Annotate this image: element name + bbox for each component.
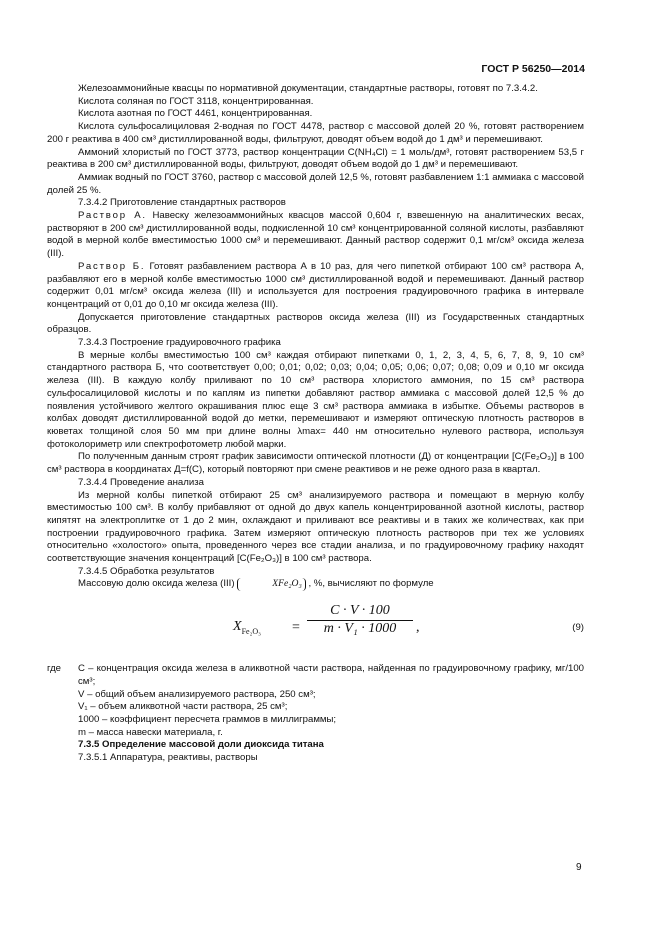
formula-denominator: m · V₁ · 1000: [323, 620, 397, 636]
where-label: где: [47, 663, 62, 675]
formula-lhs-symbol: X: [233, 619, 242, 635]
formula-number: (9): [572, 622, 584, 634]
paragraph-solution-b: [47, 261, 584, 312]
where-item: m – масса навески материала, г.: [78, 726, 223, 738]
document-body: [47, 83, 584, 765]
paragraph: Кислота соляная по ГОСТ 3118, концентрированная.: [78, 95, 314, 107]
paragraph: Кислота азотная по ГОСТ 4461, концентрированная.: [78, 108, 313, 120]
formula-comma: ,: [416, 620, 420, 636]
paragraph: В мерные колбы вместимостью 100 см³ каждая отбирают пипетками 0, 1, 2, 3, 4, 5, 6, 7, 8, 9, 10 см³ стандартного раствора Б, что соответствует 0,00; 0,01; 0,02; 0,03; 0,04; 0,05; 0,06; 0,07; 0,08; 0,09 и 0,10 мг оксида железа (III). В каждую колбу приливают по 10 см³ раствора хлористого аммония, по 15 см³ раствора сульфосалициловой кислоты и по каплям из пипетки добавляют раствор аммиака с массовой долей 12,5 % до появления устойчивого желтого окрашивания плюс еще 3 см³ раствора аммиака в избытке. Объемы растворов в колбах доводят дистиллированной водой до метки, перемешивают и измеряют оптическую плотность растворов в кюветах толщиной слоя 50 мм при длине волны λmax= 440 нм относительно нулевого раствора, используя фотоколориметр или спектрофотометр любой марки.: [47, 349, 584, 450]
subsection-heading: 7.3.4.4 Проведение анализа: [78, 476, 204, 488]
paragraph: Кислота сульфосалициловая 2-водная по ГОСТ 4478, раствор с массовой долей 20 %, готовят растворением 200 г реактива в 400 см³ дистиллированной воды, фильтруют, доводят объем водой до 1 дм³ и перемешивают.: [47, 121, 584, 145]
formula: [47, 597, 584, 663]
subsection-heading: 7.3.4.3 Построение градуировочного графика: [78, 337, 281, 349]
paragraph-solution-a: [47, 210, 584, 261]
paragraph: Аммоний хлористый по ГОСТ 3773, раствор концентрации C(NH₄Cl) = 1 моль/дм³, готовят растворением 53,5 г реактива в 200 см³ дистиллированной воды, фильтруют, доводят объем водой до 1 дм³ и перемешивают.: [47, 146, 584, 171]
document-header: ГОСТ Р 56250—2014: [481, 63, 585, 75]
formula-fraction: [307, 605, 413, 635]
solution-b-label: Раствор Б.: [78, 260, 146, 272]
paragraph: Аммиак водный по ГОСТ 3760, раствор с массовой долей 12,5 %, готовят разбавлением 1:1 аммиака с массовой долей 25 %.: [47, 171, 584, 196]
paragraph: Железоаммонийные квасцы по нормативной документации, стандартные растворы, готовят по 7.3.4.2.: [78, 83, 538, 94]
section-title: 7.3.5 Определение массовой доли диоксида титана: [78, 739, 324, 751]
formula-equals: =: [292, 620, 300, 636]
formula-numerator: C · V · 100: [307, 605, 413, 621]
solution-a-label: Раствор А.: [78, 210, 147, 222]
paragraph: По полученным данным строят график зависимости оптической плотности (Д) от концентрации [C(Fe₂O₃)] в 100 см³ раствора в координатах Д=f(C), который повторяют при смене реактивов и не реже одного раза в квартал.: [47, 451, 584, 476]
mass-fraction-after: , %, вычисляют по формуле: [308, 578, 434, 590]
subsection-heading: 7.3.4.5 Обработка результатов: [78, 565, 215, 577]
paragraph: Допускается приготовление стандартных растворов оксида железа (III) из Государственных стандартных образцов.: [47, 311, 584, 336]
solution-a-text: Навеску железоаммонийных квасцов массой 0,604 г, взвешенную на аналитических весах, растворяют в 200 см³ дистиллированной воды, подкисленной 10 см³ концентрированной соляной кислоты, разбавляют водой в мерной колбе вместимостью 1000 см³ и перемешивают. Данный раствор содержит 0,1 мг/см³ оксида железа (III).: [47, 210, 584, 260]
page-number: 9: [576, 862, 582, 873]
subsection-heading: 7.3.4.2 Приготовление стандартных растворов: [78, 197, 286, 209]
where-item: C – концентрация оксида железа в аликвотной части раствора, найденная по градуировочному графику, мг/100 см³;: [78, 663, 584, 687]
where-item: V – общий объем анализируемого раствора, 250 см³;: [78, 688, 316, 700]
where-item: V₁ – объем аликвотной части раствора, 25 см³;: [78, 701, 288, 713]
subsection-heading: 7.3.5.1 Аппаратура, реактивы, растворы: [78, 752, 258, 764]
where-item: 1000 – коэффициент пересчета граммов в миллиграммы;: [78, 713, 337, 725]
where-block: [47, 663, 584, 739]
mass-fraction-intro: [47, 578, 584, 591]
mass-fraction-before: Массовую долю оксида железа (III): [78, 578, 235, 590]
formula-lhs: [233, 621, 261, 639]
formula-lhs-subscript: Fe₂O₃: [241, 626, 261, 636]
paragraph: Из мерной колбы пипеткой отбирают 25 см³ анализируемого раствора и помещают в мерную колбу вместимостью 100 см³. В колбу прибавляют от одной до двух капель концентрированной азотной кислоты, раствор кипятят на электроплитке от 1 до 2 мин, охлаждают и приливают все реактивы и в таких же количествах, как при построении градуировочного графика. Затем измеряют оптическую плотность растворов при тех же условиях относительно «холостого» опыта, проведенного через все стадии анализа, и по градуировочному графику находят соответствующие значения концентраций [C(Fe₂O₃)] в 100 см³ раствора.: [47, 489, 584, 565]
mass-fraction-symbol: XFe₂O₃: [237, 578, 306, 591]
solution-b-text: Готовят разбавлением раствора А в 10 раз, для чего пипеткой отбирают 100 см³ раствора А, разбавляют его в мерной колбе вместимостью 1000 см³ дистиллированной водой и перемешивают. Данный раствор содержит 0,01 мг/см³ оксида железа (III) и используется для построения градуировочного графика в интервале концентраций от 0,01 до 0,10 мг оксида железа (III).: [47, 260, 584, 310]
